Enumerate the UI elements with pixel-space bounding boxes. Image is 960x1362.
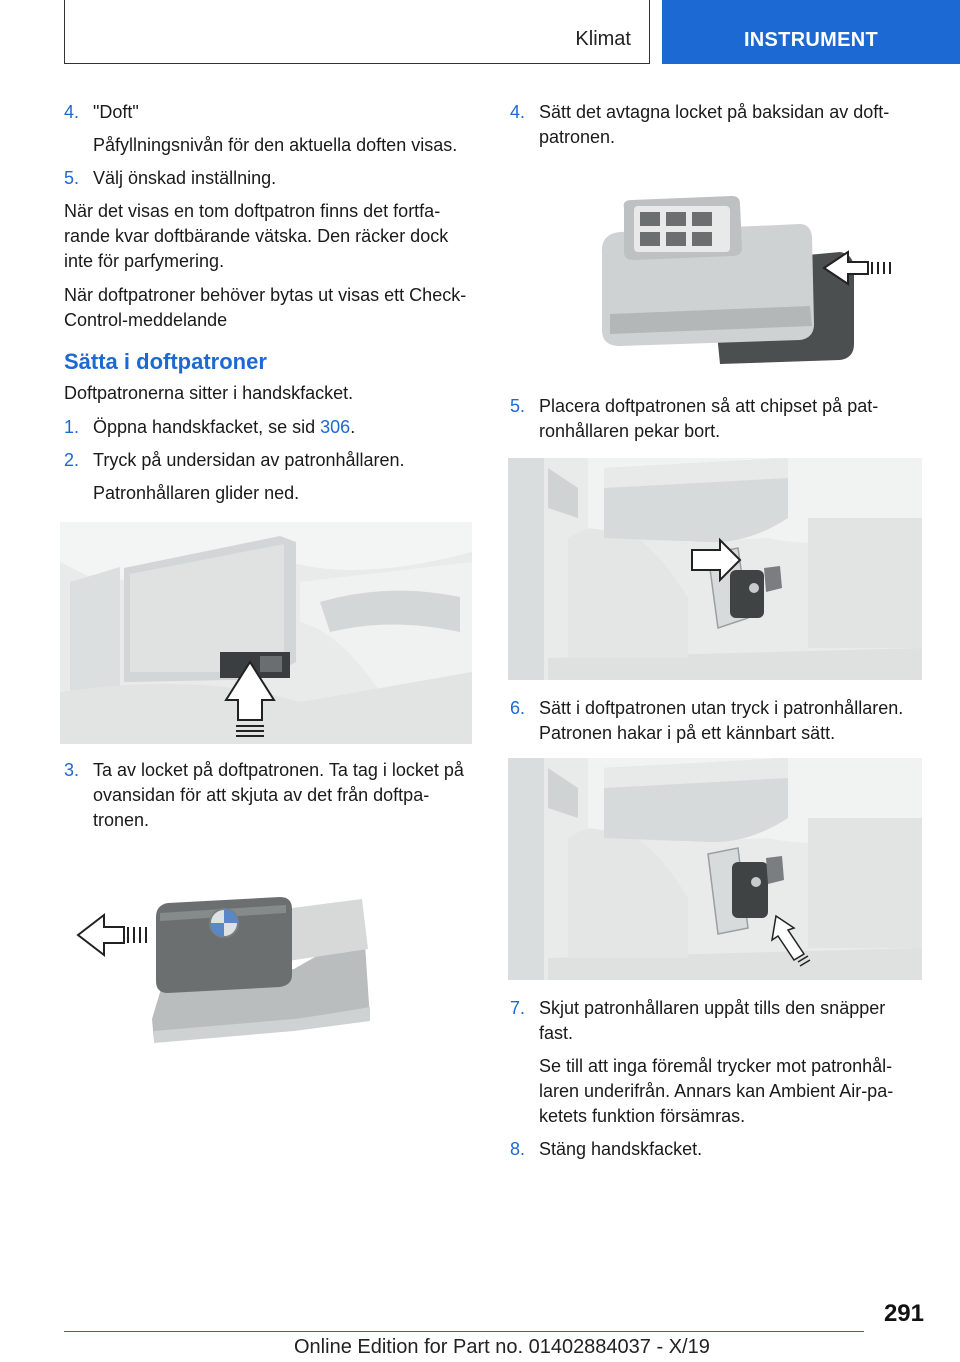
section-intro: Doftpatronerna sitter i handskfacket. <box>64 383 354 403</box>
page-number: 291 <box>883 1300 924 1327</box>
step-4-sub: Påfyllningsnivån för den aktuella doften visas. <box>93 135 458 155</box>
figure-insert-cartridge <box>508 758 922 980</box>
step-5-right <box>510 394 924 444</box>
figure-holder-press-illustration <box>60 522 472 744</box>
step-text: Placera doftpatronen så att chipset på pat-ronhållaren pekar bort. <box>539 396 879 441</box>
step-text: Sätt det avtagna locket på baksidan av doft-patronen. <box>539 102 890 147</box>
step-4-right <box>510 100 924 150</box>
step-3 <box>64 758 476 833</box>
footer-divider <box>64 1331 864 1332</box>
step-number: 2. <box>64 450 80 470</box>
header-box <box>64 0 650 64</box>
step-7 <box>510 996 924 1046</box>
step-text: Sätt i doftpatronen utan tryck i patronhållaren. Patronen hakar i på ett kännbart sätt. <box>539 698 904 743</box>
step-text: Skjut patronhållaren uppåt tills den snäpper fast. <box>539 998 886 1043</box>
step-text: Stäng handskfacket. <box>539 1139 703 1159</box>
paragraph-empty-cartridge: När det visas en tom doftpatron finns det fortfa-rande kvar doftbärande vätska. Den räcker dock inte för parfymering. <box>64 201 449 271</box>
right-column <box>510 100 924 1170</box>
step-number: 5. <box>510 396 526 416</box>
step-number: 4. <box>64 102 80 122</box>
step-number: 5. <box>64 168 80 188</box>
step-text: Välj önskad inställning. <box>93 168 277 188</box>
figure-lid-back-illustration <box>510 194 924 364</box>
figure-remove-lid <box>64 869 476 1059</box>
figure-lid-back <box>510 194 924 364</box>
step-number: 4. <box>510 102 526 122</box>
footer-edition: Online Edition for Part no. 01402884037 - X/19 <box>294 1336 710 1358</box>
chapter-tab[interactable] <box>662 0 960 64</box>
step-text: Tryck på undersidan av patronhållaren. <box>93 450 405 470</box>
step-1 <box>64 415 476 440</box>
step-6 <box>510 696 924 746</box>
step-number: 3. <box>64 760 80 780</box>
section-heading: Sätta i doftpatroner <box>64 349 267 374</box>
paragraph-check-control: När doftpatroner behöver bytas ut visas ett Check-Control-meddelande <box>64 285 467 330</box>
step-number: 6. <box>510 698 526 718</box>
figure-insert-cartridge-illustration <box>508 758 922 980</box>
figure-remove-lid-illustration <box>64 869 476 1059</box>
step-2-sub: Patronhållaren glider ned. <box>93 483 300 503</box>
step-2 <box>64 448 476 473</box>
chapter-tab-label: INSTRUMENT <box>743 29 879 51</box>
section-title: Klimat <box>575 28 631 50</box>
step-4-left <box>64 100 476 125</box>
step-number: 7. <box>510 998 526 1018</box>
step-text: Ta av locket på doftpatronen. Ta tag i locket på ovansidan för att skjuta av det från doftpa-tronen. <box>93 760 464 830</box>
page-link[interactable]: 306 <box>320 417 351 437</box>
step-text: "Doft" <box>93 102 139 122</box>
figure-place-cartridge <box>508 458 922 680</box>
step-7-sub: Se till att inga föremål trycker mot patronhål-laren underifrån. Annars kan Ambient Air-pa-ketets funktion försämras. <box>539 1056 894 1126</box>
step-text <box>93 415 476 440</box>
figure-holder-press <box>60 522 472 744</box>
step-number: 1. <box>64 417 80 437</box>
step-number: 8. <box>510 1139 526 1159</box>
step-text-post: . <box>350 417 356 437</box>
left-column <box>64 100 476 1059</box>
step-text-pre: Öppna handskfacket, se sid <box>93 417 321 437</box>
step-8 <box>510 1137 924 1162</box>
figure-place-cartridge-illustration <box>508 458 922 680</box>
step-5-left <box>64 166 476 191</box>
